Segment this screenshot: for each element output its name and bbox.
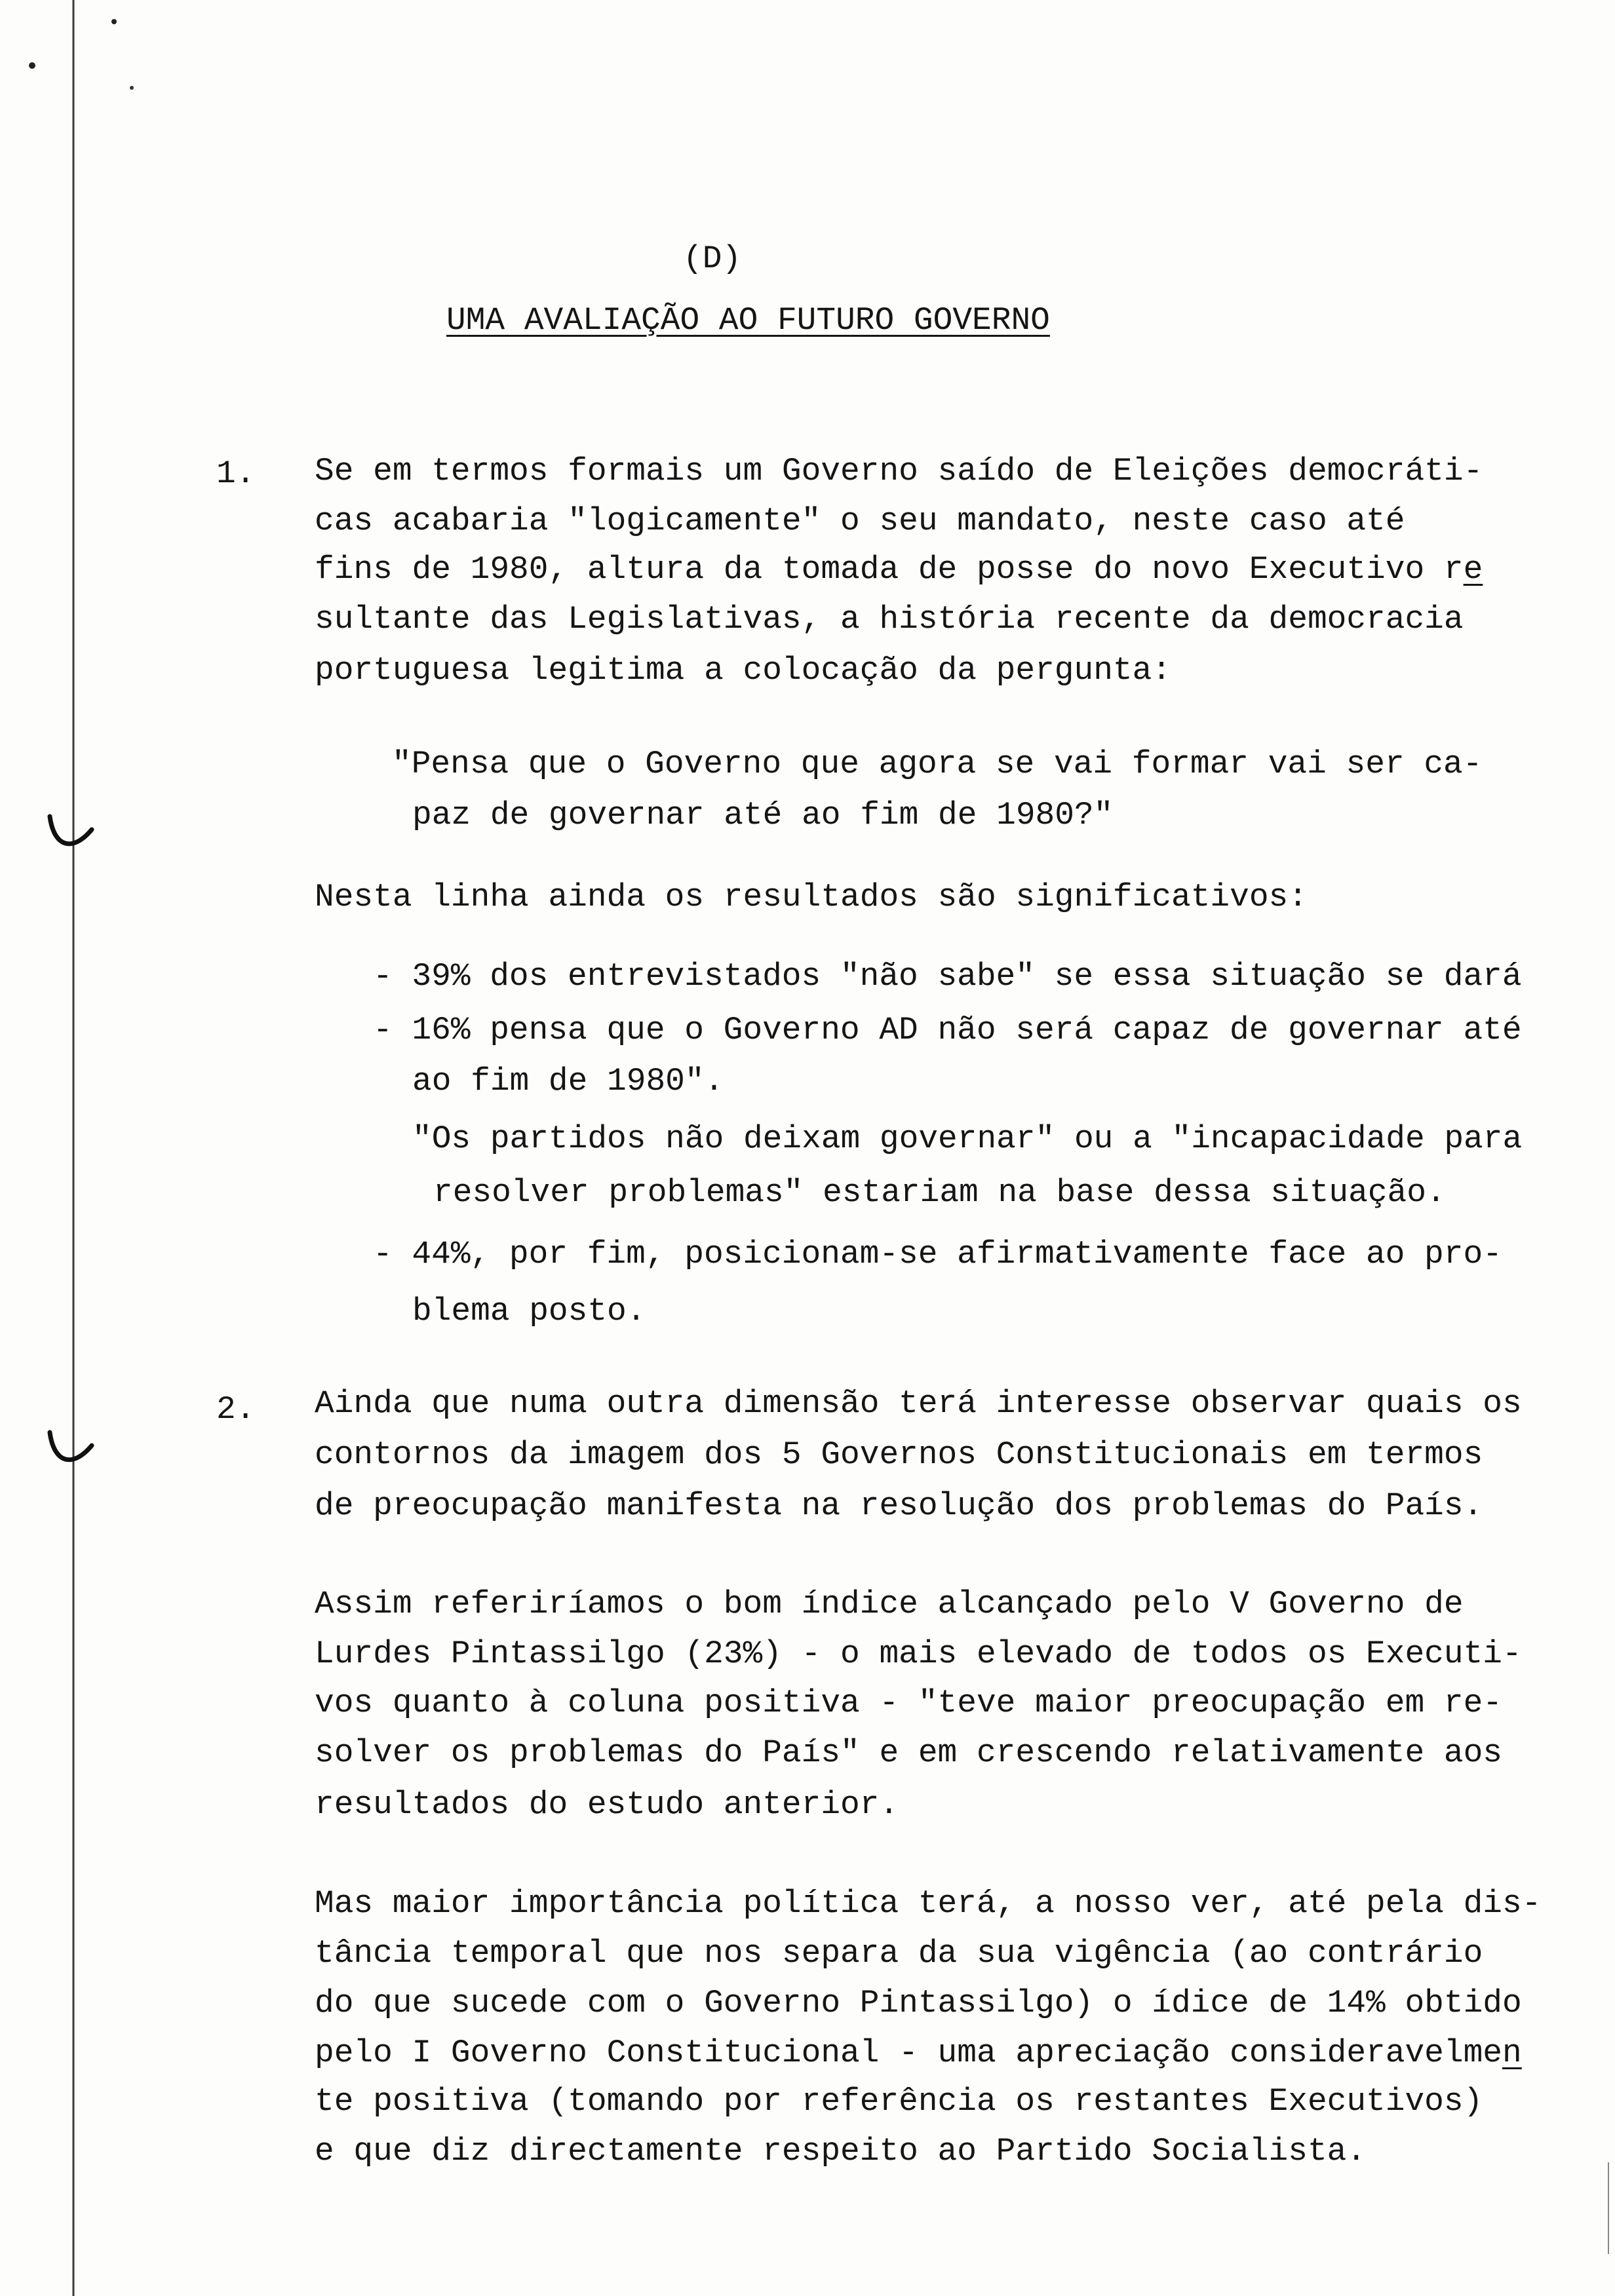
paragraph-line: portuguesa legitima a colocação da pergunta:	[315, 652, 1172, 689]
paragraph-line	[315, 550, 1483, 589]
bullet-item-continuation: blema posto.	[412, 1293, 646, 1330]
scan-speck	[111, 19, 117, 24]
bullet-item-continuation: ao fim de 1980".	[412, 1063, 724, 1100]
paragraph-line-text: pelo I Governo Constitucional - uma apreciação consideravelme	[315, 2035, 1502, 2071]
scan-speck	[29, 62, 35, 69]
bullet-item: - 39% dos entrevistados "não sabe" se essa situação se dará	[373, 958, 1522, 995]
bullet-item: - 16% pensa que o Governo AD não será capaz de governar até	[373, 1012, 1522, 1048]
question-line: paz de governar até ao fim de 1980?"	[412, 797, 1114, 833]
paragraph-line: e que diz directamente respeito ao Partido Socialista.	[315, 2133, 1367, 2170]
paragraph-line: Se em termos formais um Governo saído de Eleições democráti-	[315, 453, 1483, 489]
section-label: (D)	[683, 240, 742, 277]
paragraph-line: Mas maior importância política terá, a nosso ver, até pela dis-	[315, 1885, 1542, 1922]
scan-speck	[130, 86, 134, 90]
paragraph-line: te positiva (tomando por referência os restantes Executivos)	[315, 2083, 1483, 2120]
hyphenation-mark: n	[1502, 2035, 1522, 2071]
item-number: 2.	[216, 1391, 256, 1428]
results-lead: Nesta linha ainda os resultados são significativos:	[315, 879, 1308, 915]
paragraph-line: contornos da imagem dos 5 Governos Constitucionais em termos	[315, 1436, 1483, 1473]
bullet-item: - 44%, por fim, posicionam-se afirmativamente face ao pro-	[373, 1236, 1502, 1272]
paragraph-line	[315, 2033, 1522, 2073]
item-number: 1.	[216, 455, 256, 492]
paragraph-line: de preocupação manifesta na resolução dos problemas do País.	[315, 1487, 1483, 1524]
binder-clip-mark	[50, 1432, 92, 1460]
paragraph-line: Lurdes Pintassilgo (23%) - o mais elevado de todos os Executi-	[315, 1636, 1522, 1672]
question-line: "Pensa que o Governo que agora se vai formar vai ser ca-	[392, 746, 1483, 782]
binder-clip-mark	[50, 816, 92, 844]
paragraph-line: vos quanto à coluna positiva - "teve maior preocupação em re-	[315, 1685, 1502, 1721]
paragraph-line: resultados do estudo anterior.	[315, 1786, 899, 1823]
paragraph-line: Assim referiríamos o bom índice alcançado pelo V Governo de	[315, 1586, 1464, 1622]
paragraph-line: tância temporal que nos separa da sua vigência (ao contrário	[315, 1935, 1483, 1972]
paragraph-line: cas acabaria "logicamente" o seu mandato, neste caso até	[315, 503, 1405, 539]
paragraph-line: do que sucede com o Governo Pintassilgo) o ídice de 14% obtido	[315, 1985, 1522, 2021]
bullet-note-line: resolver problemas" estariam na base dessa situação.	[433, 1174, 1446, 1211]
paragraph-line: solver os problemas do País" e em crescendo relativamente aos	[315, 1734, 1502, 1771]
paragraph-line: Ainda que numa outra dimensão terá interesse observar quais os	[315, 1385, 1522, 1422]
bullet-note-line: "Os partidos não deixam governar" ou a "incapacidade para	[412, 1120, 1523, 1157]
page-title: UMA AVALIAÇÃO AO FUTURO GOVERNO	[446, 302, 1050, 339]
paragraph-line: sultante das Legislativas, a história recente da democracia	[315, 601, 1464, 638]
paragraph-line-text: fins de 1980, altura da tomada de posse do novo Executivo r	[315, 551, 1464, 588]
hyphenation-mark: e	[1463, 551, 1483, 588]
